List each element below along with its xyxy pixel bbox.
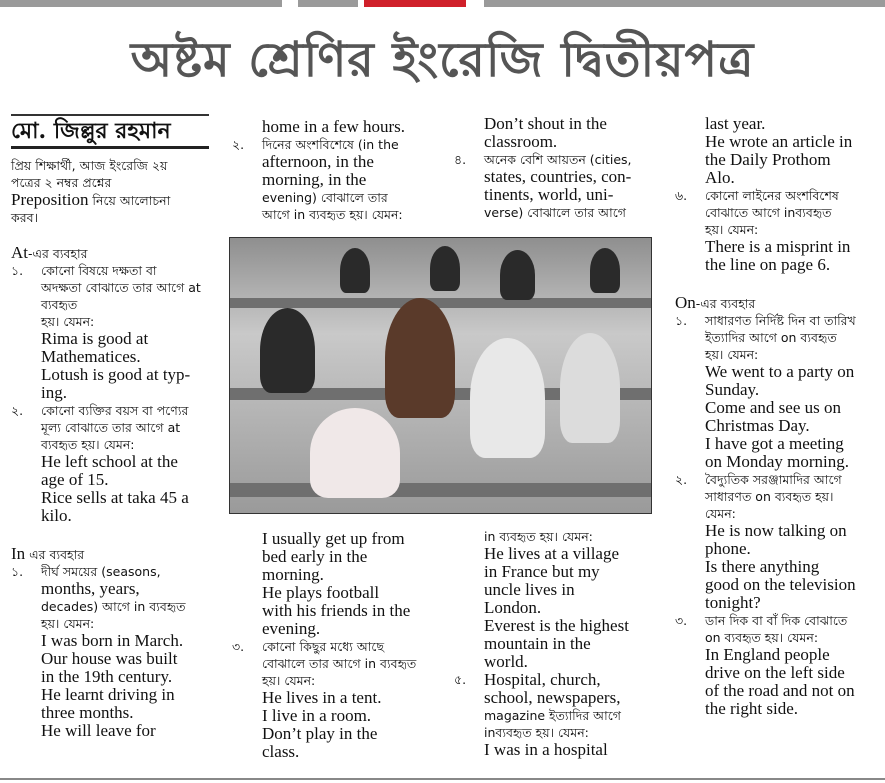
in-heading (11, 545, 209, 563)
at-item-2-line-1: কোনো ব্যক্তির বয়স বা পণ্যের (41, 403, 189, 418)
in-item-5-line-1: Hospital, church, (484, 670, 601, 689)
intro-bn-3: নিয়ে আলোচনা (88, 193, 171, 208)
in-item-1-example-6: He will leave for (41, 721, 156, 740)
in-item-1-line-1: দীর্ঘ সময়ের (seasons, (41, 564, 161, 579)
in-item-3-example-1: He lives in a tent. (262, 688, 382, 707)
in-item-4 (454, 151, 674, 221)
in-item-1-line-4: হয়। যেমন: (41, 616, 95, 631)
on-item-3-example-2: drive on the left side (705, 663, 845, 682)
at-item-2-example-1: He left school at the (41, 452, 178, 471)
on-item-3-number: ৩. (675, 613, 688, 628)
top-bar-red (364, 0, 466, 7)
on-item-1-example-5: I have got a meeting (705, 434, 844, 453)
in-item-5 (454, 671, 674, 759)
in-item-5-example-5: Alo. (705, 168, 735, 187)
column-2-top (232, 118, 450, 223)
at-item-2-example-2: age of 15. (41, 470, 109, 489)
in-item-1-continued: home in a few hours. (262, 117, 406, 136)
on-item-2-line-1: বৈদ্যুতিক সরঞ্জামাদির আগে (705, 472, 842, 487)
in-item-4-line-4: verse) বোঝালে তার আগে (484, 205, 626, 220)
column-3-bottom (454, 528, 674, 759)
on-item-2-line-3: যেমন: (705, 506, 736, 521)
in-item-5-line-2: school, newspapers, (484, 688, 621, 707)
column-1 (11, 114, 209, 740)
in-item-6-number: ৬. (675, 188, 688, 203)
in-item-1 (11, 563, 209, 740)
in-item-5-example-4: the Daily Prothom (705, 150, 831, 169)
in-item-4-example-3: uncle lives in (484, 580, 575, 599)
in-item-4-line-2: states, countries, con- (484, 167, 632, 186)
in-item-5-example-3: He wrote an article in (705, 132, 853, 151)
on-heading-bn: -এর ব্যবহার (695, 296, 756, 311)
in-item-4-line-5: in ব্যবহৃত হয়। যেমন: (484, 529, 593, 544)
in-item-4-example-6: mountain in the (484, 634, 591, 653)
on-item-1-line-2: ইত্যাদির আগে on ব্যবহৃত (705, 330, 837, 345)
in-item-4-example-2: in France but my (484, 562, 600, 581)
in-item-3-example-3: Don’t play in the (262, 724, 378, 743)
in-item-1-example-5: three months. (41, 703, 134, 722)
in-item-2-example-2: bed early in the (262, 547, 368, 566)
in-item-4-example-5: Everest is the highest (484, 616, 629, 635)
in-item-6-line-3: হয়। যেমন: (705, 222, 759, 237)
in-item-1-line-2: months, years, (41, 579, 140, 598)
column-4 (675, 115, 880, 718)
in-item-5-example-1: I was in a hospital (484, 740, 608, 759)
in-item-3-line-3: হয়। যেমন: (262, 673, 316, 688)
in-item-2-example-1: I usually get up from (262, 529, 405, 548)
on-item-1-line-1: সাধারণত নির্দিষ্ট দিন বা তারিখ (705, 313, 856, 328)
on-item-3-line-2: on ব্যবহৃত হয়। যেমন: (705, 630, 819, 645)
at-item-1-example-4: ing. (41, 383, 67, 402)
in-item-3 (232, 638, 450, 761)
at-item-1-line-2: অদক্ষতা বোঝাতে তার আগে at ব্যবহৃত (41, 280, 201, 312)
in-item-4-number: ৪. (454, 152, 467, 167)
in-item-6-example-1: There is a misprint in (705, 237, 851, 256)
intro-line-2: পত্রের ২ নম্বর প্রশ্নের (11, 175, 112, 190)
at-item-1-number: ১. (11, 263, 24, 278)
in-item-3-example-4: class. (262, 742, 300, 761)
in-item-3-line-2: বোঝালে তার আগে in ব্যবহৃত (262, 656, 417, 671)
bottom-rule (0, 778, 885, 780)
in-item-6 (675, 187, 880, 274)
in-item-4-line-3: tinents, world, uni- (484, 185, 614, 204)
on-item-2-line-2: সাধারণত on ব্যবহৃত হয়। (705, 489, 834, 504)
on-item-3-example-3: of the road and not on (705, 681, 855, 700)
in-item-2-line-4: evening) বোঝালে তার (262, 190, 388, 205)
in-item-6-line-2: বোঝাতে আগে inব্যবহৃত (705, 205, 832, 220)
at-item-2-example-3: Rice sells at taka 45 a (41, 488, 189, 507)
top-bar-mid (298, 0, 358, 7)
on-item-1-line-3: হয়। যেমন: (705, 347, 759, 362)
in-item-1-example-3: in the 19th century. (41, 667, 173, 686)
headline: অষ্টম শ্রেণির ইংরেজি দ্বিতীয়পত্র (130, 32, 755, 88)
in-item-1-example-4: He learnt driving in (41, 685, 175, 704)
on-item-2-number: ২. (675, 472, 688, 487)
intro-line-3 (11, 191, 209, 209)
in-item-5-line-4: inব্যবহৃত হয়। যেমন: (484, 725, 589, 740)
on-item-1-example-6: on Monday morning. (705, 452, 850, 471)
at-heading-bn: -এর ব্যবহার (28, 246, 88, 261)
on-item-1-example-2: Sunday. (705, 380, 760, 399)
exam-hall-photo (229, 237, 652, 514)
in-item-4-line-1: অনেক বেশি আয়তন (cities, (484, 152, 632, 167)
in-item-5-example-2: last year. (705, 114, 766, 133)
in-heading-bn: এর ব্যবহার (25, 547, 85, 562)
in-item-2-example-6: evening. (262, 619, 321, 638)
on-item-1-example-4: Christmas Day. (705, 416, 810, 435)
in-item-4-continued (454, 528, 674, 671)
in-item-5-number: ৫. (454, 672, 467, 687)
on-heading (675, 294, 880, 312)
at-item-2-line-2: মূল্য বোঝাতে তার আগে at (41, 420, 181, 435)
in-item-3-example-2: I live in a room. (262, 706, 372, 725)
on-item-2-example-5: tonight? (705, 593, 761, 612)
in-item-1-line-3: decades) আগে in ব্যবহৃত (41, 599, 186, 614)
on-heading-en: On (675, 293, 696, 312)
in-item-6-example-2: the line on page 6. (705, 255, 831, 274)
on-item-2-example-4: good on the television (705, 575, 856, 594)
in-item-2-examples (232, 530, 450, 638)
in-item-2-line-1: দিনের অংশবিশেষে (in the (262, 137, 399, 152)
in-item-3-number: ৩. (232, 639, 245, 654)
at-item-1 (11, 262, 209, 402)
on-item-3-example-1: In England people (705, 645, 830, 664)
on-item-1 (675, 312, 880, 471)
in-item-2-number: ২. (232, 137, 245, 152)
in-item-4-example-4: London. (484, 598, 542, 617)
in-item-1-example-1: I was born in March. (41, 631, 184, 650)
at-item-1-line-3: হয়। যেমন: (41, 314, 95, 329)
in-item-3-continued (454, 115, 674, 151)
on-item-2-example-2: phone. (705, 539, 751, 558)
at-item-2-line-3: ব্যবহৃত হয়। যেমন: (41, 437, 135, 452)
at-item-1-example-3: Lotush is good at typ- (41, 365, 191, 384)
in-item-2 (232, 136, 450, 223)
on-item-2 (675, 471, 880, 612)
byline: মো. জিল্লুর রহমান (11, 114, 209, 149)
intro-preposition: Preposition (11, 190, 89, 209)
intro-line-1: প্রিয় শিক্ষার্থী, আজ ইংরেজি ২য় (11, 158, 168, 173)
on-item-3-example-4: the right side. (705, 699, 799, 718)
at-heading (11, 244, 209, 262)
in-item-5-line-3: magazine ইত্যাদির আগে (484, 708, 621, 723)
in-item-2-example-4: He plays football (262, 583, 380, 602)
intro-line-4: করব। (11, 210, 39, 225)
on-item-1-number: ১. (675, 313, 688, 328)
in-item-3-example-5: Don’t shout in the (484, 114, 607, 133)
in-item-1-number: ১. (11, 564, 24, 579)
on-item-1-example-1: We went to a party on (705, 362, 855, 381)
at-item-1-example-2: Mathematices. (41, 347, 141, 366)
in-item-1-example-2: Our house was built (41, 649, 178, 668)
in-item-4-example-7: world. (484, 652, 528, 671)
at-item-2-number: ২. (11, 403, 24, 418)
in-item-2-example-3: morning. (262, 565, 324, 584)
in-item-2-line-5: আগে in ব্যবহৃত হয়। যেমন: (262, 207, 403, 222)
in-item-2-example-5: with his friends in the (262, 601, 411, 620)
in-item-5-continued (675, 115, 880, 187)
on-item-3-line-1: ডান দিক বা বাঁ দিক বোঝাতে (705, 613, 848, 628)
column-3-top (454, 115, 674, 221)
top-bar-right (484, 0, 885, 7)
column-2-bottom (232, 530, 450, 761)
on-item-3 (675, 612, 880, 718)
in-item-2-line-3: morning, in the (262, 170, 367, 189)
in-heading-en: In (11, 544, 26, 563)
at-item-2 (11, 402, 209, 525)
in-item-2-line-2: afternoon, in the (262, 152, 374, 171)
in-item-3-example-6: classroom. (484, 132, 558, 151)
in-item-3-line-1: কোনো কিছুর মধ্যে আছে (262, 639, 385, 654)
top-bar-left (0, 0, 282, 7)
at-item-1-line-1: কোনো বিষয়ে দক্ষতা বা (41, 263, 157, 278)
at-item-2-example-4: kilo. (41, 506, 72, 525)
on-item-2-example-1: He is now talking on (705, 521, 847, 540)
on-item-2-example-3: Is there anything (705, 557, 820, 576)
in-item-6-line-1: কোনো লাইনের অংশবিশেষ (705, 188, 839, 203)
in-item-4-example-1: He lives at a village (484, 544, 620, 563)
at-item-1-example-1: Rima is good at (41, 329, 149, 348)
on-item-1-example-3: Come and see us on (705, 398, 841, 417)
at-heading-en: At (11, 243, 28, 262)
